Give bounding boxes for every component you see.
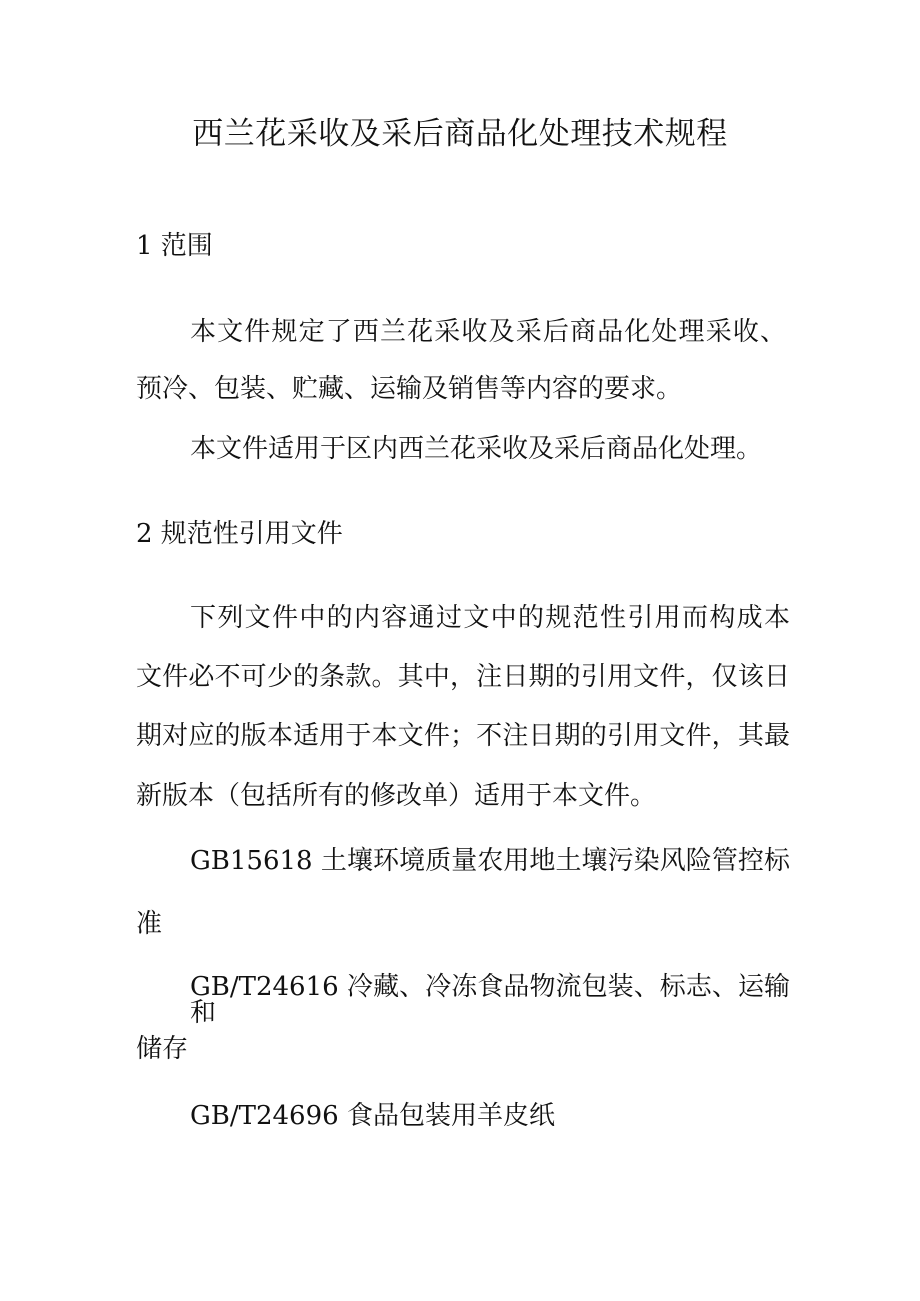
paragraph-line: 预冷、包装、贮藏、运输及销售等内容的要求。 <box>136 374 683 404</box>
reference-item: GB/T24616 冷藏、冷冻食品物流包装、标志、运输和 <box>190 972 790 1028</box>
paragraph-line: 期对应的版本适用于本文件；不注日期的引用文件，其最 <box>136 721 790 751</box>
paragraph-line: 本文件适用于区内西兰花采收及采后商品化处理。 <box>190 434 763 464</box>
paragraph-line: 下列文件中的内容通过文中的规范性引用而构成本 <box>190 603 790 633</box>
document-title: 西兰花采收及采后商品化处理技术规程 <box>192 116 728 152</box>
paragraph-line: 本文件规定了西兰花采收及采后商品化处理采收、 <box>190 317 786 347</box>
section-heading-normative-references: 2 规范性引用文件 <box>136 519 343 549</box>
section-heading-scope: 1 范围 <box>136 231 213 261</box>
reference-item: GB15618 土壤环境质量农用地土壤污染风险管控标 <box>190 846 790 876</box>
paragraph-line: 文件必不可少的条款。其中，注日期的引用文件，仅该日 <box>136 662 790 692</box>
reference-item-continuation: 储存 <box>136 1034 189 1064</box>
reference-item-continuation: 准 <box>136 909 163 939</box>
reference-item: GB/T24696 食品包装用羊皮纸 <box>190 1101 555 1131</box>
paragraph-line: 新版本（包括所有的修改单）适用于本文件。 <box>136 781 657 811</box>
